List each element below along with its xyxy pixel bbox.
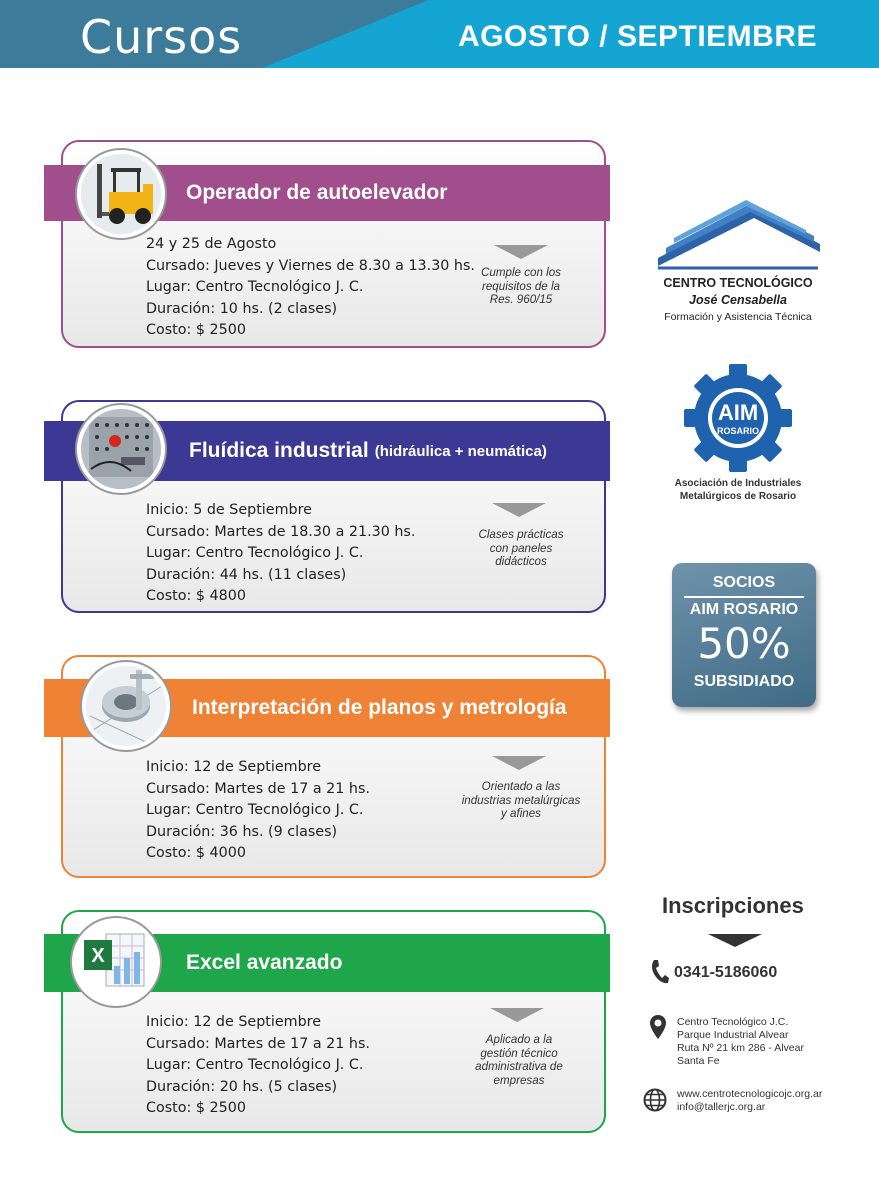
note-line: Orientado a las <box>481 780 561 793</box>
down-arrow-icon <box>492 756 546 770</box>
course-date: 24 y 25 de Agosto <box>146 236 277 252</box>
address-line: Parque Industrial Alvear <box>677 1029 789 1041</box>
socios-org: AIM ROSARIO <box>689 601 799 618</box>
course-schedule: Cursado: Martes de 17 a 21 hs. <box>146 1035 370 1052</box>
address-line: Centro Tecnológico J.C. <box>677 1016 789 1028</box>
note-line: requisitos de la <box>482 279 560 293</box>
socios-subsidy: SUBSIDIADO <box>693 673 795 690</box>
course-schedule: Cursado: Martes de 18.30 a 21.30 hs. <box>146 523 416 540</box>
socios-percent: 50% <box>697 619 791 668</box>
down-arrow-icon <box>708 934 762 947</box>
course-cost: Costo: $ 4000 <box>146 845 246 861</box>
inscripciones-heading: Inscripciones <box>662 893 804 918</box>
down-arrow-icon <box>492 503 546 517</box>
course-duration: Duración: 20 hs. (5 clases) <box>146 1078 338 1095</box>
course-info <box>146 757 370 865</box>
note-line: gestión técnico <box>480 1046 558 1060</box>
course-note <box>440 780 602 821</box>
course-cost: Costo: $ 4800 <box>146 588 246 604</box>
hydraulic-panel-icon <box>77 405 165 493</box>
course-date: Inicio: 5 de Septiembre <box>146 502 312 518</box>
note-line: y afines <box>501 807 541 820</box>
ct-name: CENTRO TECNOLÓGICO <box>663 276 813 290</box>
course-duration: Duración: 10 hs. (2 clases) <box>146 300 338 317</box>
course-info <box>146 500 415 608</box>
course-location: Lugar: Centro Tecnológico J. C. <box>146 1057 364 1073</box>
aim-caption <box>668 477 808 503</box>
address-line: Ruta Nº 21 km 286 - Alvear <box>677 1042 804 1054</box>
ct-person: José Censabella <box>689 293 787 307</box>
note-line: industrias metalúrgicas <box>461 793 581 807</box>
socios-discount-box <box>672 563 816 707</box>
down-arrow-icon <box>494 245 548 259</box>
course-date: Inicio: 12 de Septiembre <box>146 759 322 775</box>
ct-tagline: Formación y Asistencia Técnica <box>664 311 812 323</box>
aim-badge-bottom: ROSARIO <box>716 426 760 436</box>
contact-address <box>677 1016 804 1068</box>
centro-tecnologico-logo <box>654 196 822 272</box>
note-line: Aplicado a la <box>485 1033 553 1046</box>
note-line: empresas <box>493 1073 545 1087</box>
svg-text:X: X <box>91 945 105 967</box>
contact-web <box>677 1088 822 1114</box>
course-schedule: Cursado: Jueves y Viernes de 8.30 a 13.30 hs. <box>146 257 475 274</box>
bearing-caliper-icon <box>82 662 170 750</box>
note-line: Res. 960/15 <box>489 293 553 306</box>
course-duration: Duración: 36 hs. (9 clases) <box>146 823 338 840</box>
course-date: Inicio: 12 de Septiembre <box>146 1014 322 1030</box>
aim-caption-line: Asociación de Industriales <box>674 478 802 489</box>
aim-badge-top: AIM <box>717 400 759 425</box>
socios-label: SOCIOS <box>712 574 776 591</box>
website-link[interactable]: www.centrotecnologicojc.org.ar <box>677 1088 823 1100</box>
course-note <box>446 528 596 569</box>
location-pin-icon <box>649 1014 667 1040</box>
course-cost: Costo: $ 2500 <box>146 1100 246 1116</box>
course-title: Excel avanzado <box>186 951 343 974</box>
page-title: Cursos <box>80 10 243 64</box>
note-line: Cumple con los <box>481 266 561 279</box>
email-link[interactable]: info@tallerjc.org.ar <box>677 1101 766 1113</box>
course-subtitle: (hidráulica + neumática) <box>374 442 547 460</box>
globe-icon <box>643 1088 667 1112</box>
course-location: Lugar: Centro Tecnológico J. C. <box>146 279 364 295</box>
course-schedule: Cursado: Martes de 17 a 21 hs. <box>146 780 370 797</box>
forklift-icon <box>77 150 165 238</box>
course-duration: Duración: 44 hs. (11 clases) <box>146 566 347 583</box>
course-cost: Costo: $ 2500 <box>146 322 246 338</box>
phone-icon <box>650 959 670 985</box>
socios-divider <box>684 596 804 598</box>
course-title: Fluídica industrial <box>189 439 369 462</box>
course-title: Operador de autoelevador <box>186 181 448 204</box>
course-note <box>444 1033 594 1087</box>
note-line: Clases prácticas <box>478 528 564 541</box>
aim-caption-line: Metalúrgicos de Rosario <box>679 491 797 502</box>
down-arrow-icon <box>490 1008 544 1022</box>
course-note <box>446 266 596 307</box>
course-info <box>146 1012 370 1120</box>
aim-rosario-gear-logo <box>684 364 792 472</box>
course-location: Lugar: Centro Tecnológico J. C. <box>146 545 364 561</box>
note-line: con paneles <box>489 541 553 555</box>
excel-icon <box>72 918 160 1006</box>
course-location: Lugar: Centro Tecnológico J. C. <box>146 802 364 818</box>
contact-phone[interactable]: 0341-5186060 <box>674 964 778 981</box>
course-info <box>146 234 475 342</box>
course-title: Interpretación de planos y metrología <box>192 696 567 719</box>
address-line: Santa Fe <box>677 1055 720 1067</box>
period-label: AGOSTO / SEPTIEMBRE <box>458 20 817 53</box>
note-line: administrativa de <box>475 1060 563 1073</box>
note-line: didácticos <box>495 555 547 568</box>
